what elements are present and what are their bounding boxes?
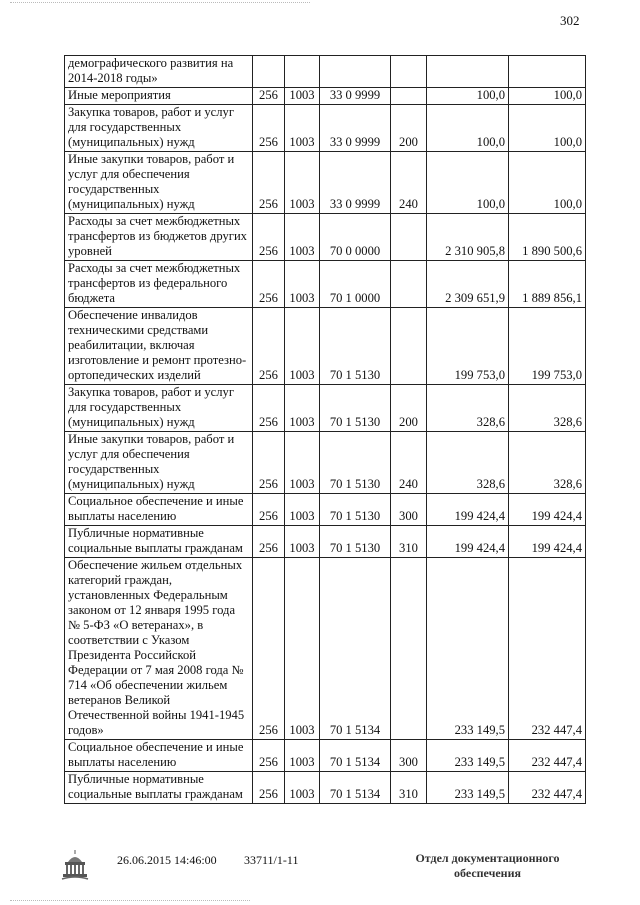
row-amount-2016: [509, 56, 586, 88]
row-target-article: 70 1 5130: [320, 385, 391, 432]
row-section-code: 1003: [285, 432, 320, 494]
row-section-code: 1003: [285, 494, 320, 526]
row-amount-2016: 100,0: [509, 105, 586, 152]
row-target-article: 70 1 0000: [320, 261, 391, 308]
row-admin-code: 256: [253, 261, 285, 308]
row-admin-code: 256: [253, 740, 285, 772]
row-amount-2015: 2 309 651,9: [427, 261, 509, 308]
row-amount-2015: 100,0: [427, 152, 509, 214]
row-admin-code: 256: [253, 432, 285, 494]
footer-timestamp: 26.06.2015 14:46:00: [117, 853, 217, 867]
row-target-article: 33 0 9999: [320, 105, 391, 152]
row-admin-code: 256: [253, 526, 285, 558]
row-amount-2016: 328,6: [509, 432, 586, 494]
row-section-code: 1003: [285, 385, 320, 432]
row-expense-type: 200: [391, 385, 427, 432]
row-admin-code: 256: [253, 772, 285, 804]
row-section-code: 1003: [285, 214, 320, 261]
row-name: Публичные нормативные социальные выплаты гражданам: [65, 526, 253, 558]
row-expense-type: [391, 56, 427, 88]
row-target-article: 70 1 5130: [320, 432, 391, 494]
table-row: [65, 56, 586, 88]
row-amount-2015: 100,0: [427, 105, 509, 152]
row-amount-2016: 199 424,4: [509, 494, 586, 526]
row-name: Социальное обеспечение и иные выплаты населению: [65, 494, 253, 526]
row-name: Обеспечение инвалидов техническими средствами реабилитации, включая изготовление и ремонт протезно-ортопедических изделий: [65, 308, 253, 385]
table-row: [65, 261, 586, 308]
row-amount-2015: [427, 56, 509, 88]
row-amount-2015: 328,6: [427, 432, 509, 494]
table-row: [65, 385, 586, 432]
row-admin-code: 256: [253, 152, 285, 214]
row-target-article: 70 1 5134: [320, 740, 391, 772]
row-target-article: 33 0 9999: [320, 88, 391, 105]
scan-edge-top: [10, 2, 310, 4]
row-name: Закупка товаров, работ и услуг для государственных (муниципальных) нужд: [65, 385, 253, 432]
row-target-article: 70 1 5130: [320, 494, 391, 526]
row-section-code: 1003: [285, 740, 320, 772]
row-expense-type: 240: [391, 152, 427, 214]
table-body: [65, 56, 586, 804]
row-section-code: [285, 56, 320, 88]
row-amount-2016: 100,0: [509, 152, 586, 214]
row-section-code: 1003: [285, 105, 320, 152]
row-amount-2016: 328,6: [509, 385, 586, 432]
footer-department-line1: Отдел документационного: [415, 851, 560, 865]
row-admin-code: 256: [253, 385, 285, 432]
row-admin-code: 256: [253, 308, 285, 385]
table-row: [65, 526, 586, 558]
footer-document-code: 33711/1-11: [244, 853, 299, 867]
row-amount-2016: 199 424,4: [509, 526, 586, 558]
row-name: Расходы за счет межбюджетных трансфертов из федерального бюджета: [65, 261, 253, 308]
parliament-building-icon: [60, 848, 90, 882]
row-amount-2016: 199 753,0: [509, 308, 586, 385]
row-amount-2015: 2 310 905,8: [427, 214, 509, 261]
table-row: [65, 308, 586, 385]
row-amount-2016: 1 890 500,6: [509, 214, 586, 261]
row-expense-type: 240: [391, 432, 427, 494]
row-section-code: 1003: [285, 772, 320, 804]
row-name: Обеспечение жильем отдельных категорий граждан, установленных Федеральным законом от 12 января 1995 года № 5-ФЗ «О ветеранах», в соответствии с Указом Президента Российской Федерации от 7 мая 2008 года № 714 «Об обеспечении жильем ветеранов Великой Отечественной войны 1941-1945 годов»: [65, 558, 253, 740]
row-amount-2016: 232 447,4: [509, 558, 586, 740]
table-row: [65, 772, 586, 804]
row-amount-2015: 328,6: [427, 385, 509, 432]
row-expense-type: 310: [391, 526, 427, 558]
row-amount-2015: 233 149,5: [427, 558, 509, 740]
row-name: Иные закупки товаров, работ и услуг для обеспечения государственных (муниципальных) нужд: [65, 432, 253, 494]
row-admin-code: 256: [253, 105, 285, 152]
footer-department-stamp: [400, 851, 575, 881]
row-amount-2016: 232 447,4: [509, 772, 586, 804]
row-target-article: 70 1 5130: [320, 526, 391, 558]
row-target-article: [320, 56, 391, 88]
row-amount-2015: 233 149,5: [427, 740, 509, 772]
row-amount-2016: 100,0: [509, 88, 586, 105]
row-expense-type: [391, 214, 427, 261]
row-name: Закупка товаров, работ и услуг для государственных (муниципальных) нужд: [65, 105, 253, 152]
row-section-code: 1003: [285, 558, 320, 740]
row-section-code: 1003: [285, 152, 320, 214]
row-admin-code: 256: [253, 214, 285, 261]
row-amount-2015: 199 753,0: [427, 308, 509, 385]
row-section-code: 1003: [285, 308, 320, 385]
row-section-code: 1003: [285, 88, 320, 105]
row-expense-type: [391, 308, 427, 385]
table-row: [65, 88, 586, 105]
row-target-article: 70 1 5130: [320, 308, 391, 385]
row-name: Расходы за счет межбюджетных трансфертов из бюджетов других уровней: [65, 214, 253, 261]
row-admin-code: [253, 56, 285, 88]
row-name: демографического развития на 2014-2018 годы»: [65, 56, 253, 88]
row-section-code: 1003: [285, 526, 320, 558]
row-target-article: 70 0 0000: [320, 214, 391, 261]
row-target-article: 70 1 5134: [320, 558, 391, 740]
scan-edge-bottom: [10, 900, 250, 902]
row-expense-type: 200: [391, 105, 427, 152]
row-expense-type: [391, 88, 427, 105]
table-row: [65, 214, 586, 261]
table-row: [65, 432, 586, 494]
table-row: [65, 494, 586, 526]
row-name: Социальное обеспечение и иные выплаты населению: [65, 740, 253, 772]
row-admin-code: 256: [253, 494, 285, 526]
row-expense-type: 300: [391, 494, 427, 526]
row-amount-2015: 233 149,5: [427, 772, 509, 804]
row-amount-2015: 100,0: [427, 88, 509, 105]
row-admin-code: 256: [253, 88, 285, 105]
row-target-article: 70 1 5134: [320, 772, 391, 804]
row-amount-2016: 232 447,4: [509, 740, 586, 772]
row-amount-2015: 199 424,4: [427, 526, 509, 558]
row-name: Иные закупки товаров, работ и услуг для обеспечения государственных (муниципальных) нужд: [65, 152, 253, 214]
row-section-code: 1003: [285, 261, 320, 308]
budget-table: [64, 55, 586, 804]
row-amount-2015: 199 424,4: [427, 494, 509, 526]
table-row: [65, 558, 586, 740]
row-admin-code: 256: [253, 558, 285, 740]
table-row: [65, 105, 586, 152]
footer-department-line2: обеспечения: [454, 866, 521, 880]
row-target-article: 33 0 9999: [320, 152, 391, 214]
row-amount-2016: 1 889 856,1: [509, 261, 586, 308]
row-expense-type: [391, 558, 427, 740]
row-expense-type: 300: [391, 740, 427, 772]
table-row: [65, 740, 586, 772]
row-expense-type: [391, 261, 427, 308]
row-expense-type: 310: [391, 772, 427, 804]
row-name: Иные мероприятия: [65, 88, 253, 105]
page-number: 302: [560, 13, 580, 28]
row-name: Публичные нормативные социальные выплаты гражданам: [65, 772, 253, 804]
table-row: [65, 152, 586, 214]
